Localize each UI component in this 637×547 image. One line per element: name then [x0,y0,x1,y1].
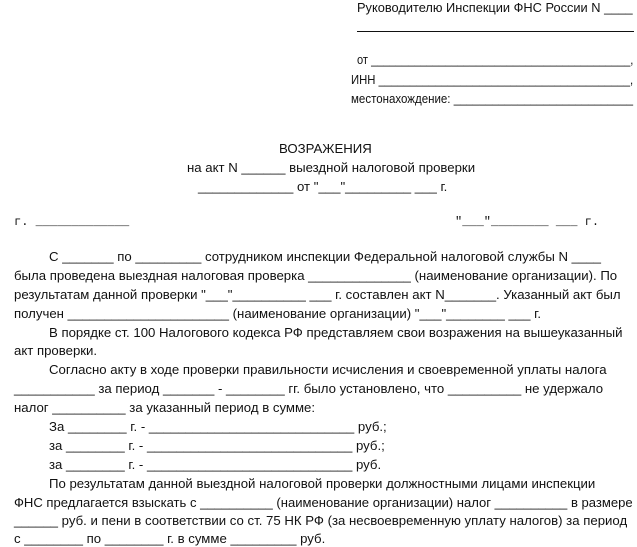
act-date-line: _____________ от "___"_________ ___ г. [198,179,448,194]
p4-line1: По результатам данной выездной налоговой проверки должностными лицами инспекции [49,476,596,491]
addressee-line: Руководителю Инспекции ФНС России N ____ [357,0,633,15]
p3-line1: Согласно акту в ходе проверки правильности исчисления и своевременной уплаты налога [49,362,607,377]
p1-line1: С _______ по _________ сотрудником инспекции Федеральной налоговой службы N ____ [49,249,602,264]
p2-line1: В порядке ст. 100 Налогового кодекса РФ представляем свои возражения на вышеуказанный [49,325,623,340]
p4-line3: ______ руб. и пени в соответствии со ст. 75 НК РФ (за несвоевременную уплату налогов) за период [14,513,628,528]
p4-line4: с ________ по ________ г. в сумме _________ руб. [14,531,326,546]
amount-row-2: за ________ г. - ____________________________ руб.; [49,438,385,453]
p4-line2: ФНС предлагается взыскать с __________ (наименование организации) налог __________ в размере [14,495,633,510]
amount-row-1: За ________ г. - ____________________________ руб.; [49,419,387,434]
location-line: местонахождение: ____________________________ [351,91,634,106]
p1-line4: получен ______________________ (наименование организации) "___"________ ___ г. [14,306,542,321]
p3-line3: налог __________ за указанный период в сумме: [14,400,316,415]
amount-row-3: за ________ г. - ____________________________ руб. [49,457,382,472]
document-subtitle: на акт N ______ выездной налоговой проверки [187,160,476,175]
p1-line3: результатам данной проверки "___"__________ ___ г. составлен акт N_______. Указанный акт был [14,287,621,302]
inn-line: ИНН ________________________________________, [351,72,634,87]
document-title: ВОЗРАЖЕНИЯ [279,141,372,156]
p2-line2: акт проверки. [14,343,98,358]
from-line: от __________________________________________, [357,52,634,67]
place-line: г. _____________ [14,215,130,229]
p1-line2: была проведена выездная налоговая проверка ______________ (наименование организации). По [14,268,618,283]
blank-address-line [357,31,634,32]
date-line: "___"________ ___ г. [455,215,600,229]
p3-line2: ___________ за период _______ - ________ гг. было установлено, что __________ не удержало [14,381,604,396]
